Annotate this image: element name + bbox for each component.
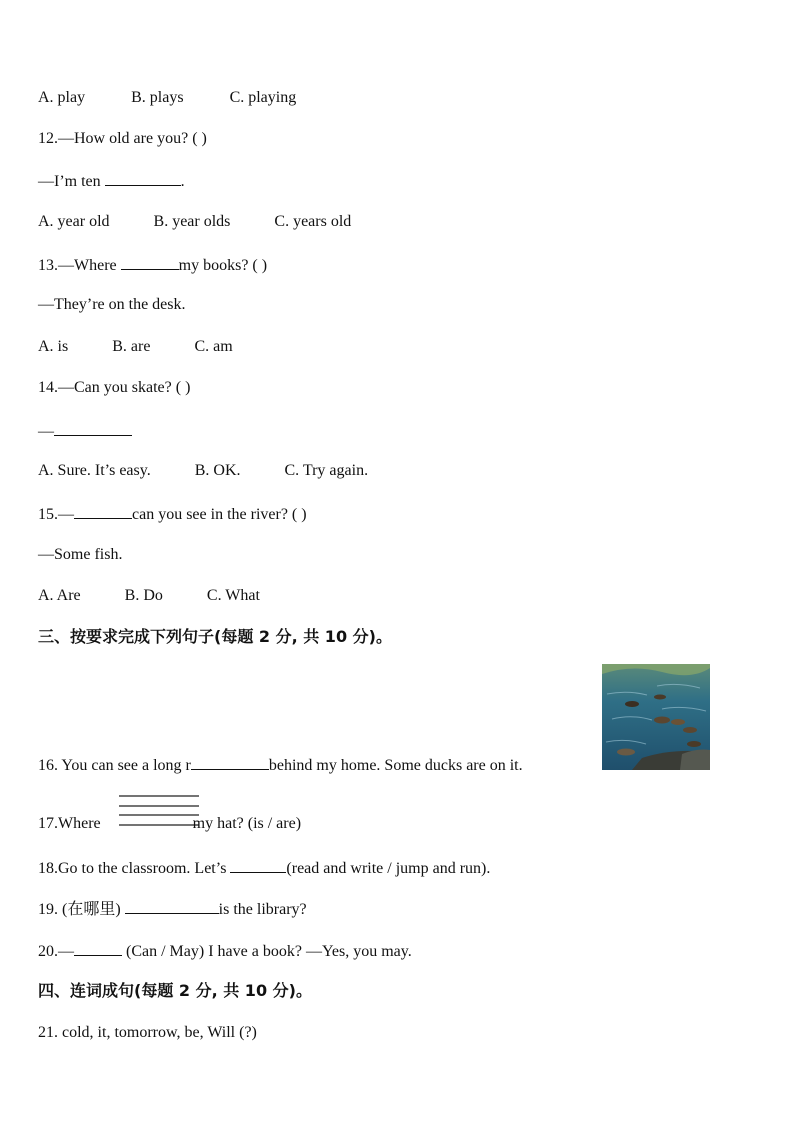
q18-blank[interactable] bbox=[230, 857, 286, 873]
q15-answer: —Some fish. bbox=[38, 546, 123, 563]
q13-option-c: C. am bbox=[194, 338, 233, 355]
q13-question bbox=[38, 254, 267, 276]
q12-option-a: A. year old bbox=[38, 213, 110, 230]
q16-blank[interactable] bbox=[191, 754, 269, 770]
q14-option-b: B. OK. bbox=[194, 462, 241, 479]
q17 bbox=[38, 814, 301, 834]
q15-question-suffix: can you see in the river? ( ) bbox=[132, 506, 307, 523]
q18-suffix: (read and write / jump and run). bbox=[286, 860, 491, 877]
q18 bbox=[38, 857, 490, 879]
q13-option-b: B. are bbox=[112, 338, 151, 355]
q19-prefix: 19. (在哪里) bbox=[38, 901, 121, 918]
section3-title: 三、按要求完成下列句子(每题 2 分, 共 10 分)。 bbox=[38, 627, 392, 646]
q16-prefix: 16. You can see a long r bbox=[38, 757, 191, 774]
q15-question-prefix: 15.— bbox=[38, 506, 74, 523]
ducks-river-photo bbox=[602, 664, 710, 770]
q19-suffix: is the library? bbox=[218, 901, 307, 918]
q16-suffix: behind my home. Some ducks are on it. bbox=[268, 757, 523, 774]
q13-question-prefix: 13.—Where bbox=[38, 257, 117, 274]
q12-blank[interactable] bbox=[105, 170, 181, 186]
q15-question bbox=[38, 503, 307, 525]
q13-options bbox=[38, 337, 233, 357]
q15-option-c: C. What bbox=[206, 587, 260, 604]
q11-option-c: C. playing bbox=[229, 89, 297, 106]
q17-prefix: 17.Where bbox=[38, 815, 101, 832]
q20-blank[interactable] bbox=[74, 940, 122, 956]
q12-answer bbox=[38, 170, 185, 192]
q15-options bbox=[38, 586, 260, 606]
q12-option-b: B. year olds bbox=[153, 213, 231, 230]
q15-option-b: B. Do bbox=[124, 587, 163, 604]
q11-options bbox=[38, 88, 296, 108]
q19-blank[interactable] bbox=[125, 898, 219, 914]
q13-blank[interactable] bbox=[121, 254, 179, 270]
q13-answer: —They’re on the desk. bbox=[38, 296, 186, 313]
q15-option-a: A. Are bbox=[38, 587, 81, 604]
q14-option-c: C. Try again. bbox=[284, 462, 369, 479]
q17-suffix: my hat? (is / are) bbox=[192, 815, 302, 832]
q18-prefix: 18.Go to the classroom. Let’s bbox=[38, 860, 227, 877]
q13-question-suffix: my books? ( ) bbox=[178, 257, 268, 274]
q21: 21. cold, it, tomorrow, be, Will (?) bbox=[38, 1024, 257, 1041]
q14-blank[interactable] bbox=[54, 420, 132, 436]
q12-option-c: C. years old bbox=[274, 213, 352, 230]
q14-answer bbox=[38, 420, 132, 442]
q20 bbox=[38, 940, 412, 962]
q14-answer-prefix: — bbox=[38, 423, 54, 440]
q15-blank[interactable] bbox=[74, 503, 132, 519]
q16 bbox=[38, 754, 523, 776]
q13-option-a: A. is bbox=[38, 338, 69, 355]
q14-options bbox=[38, 461, 368, 481]
q12-answer-prefix: —I’m ten bbox=[38, 173, 101, 190]
q12-question: 12.—How old are you? ( ) bbox=[38, 130, 207, 147]
q11-option-b: B. plays bbox=[131, 89, 184, 106]
q12-answer-suffix: . bbox=[180, 173, 185, 190]
q20-prefix: 20.— bbox=[38, 943, 74, 960]
q19 bbox=[38, 898, 307, 920]
q20-suffix: (Can / May) I have a book? —Yes, you may. bbox=[126, 943, 412, 960]
section4-title: 四、连词成句(每题 2 分, 共 10 分)。 bbox=[38, 981, 312, 1000]
q11-option-a: A. play bbox=[38, 89, 86, 106]
q12-options bbox=[38, 212, 351, 232]
q14-option-a: A. Sure. It’s easy. bbox=[38, 462, 151, 479]
q14-question: 14.—Can you skate? ( ) bbox=[38, 379, 191, 396]
